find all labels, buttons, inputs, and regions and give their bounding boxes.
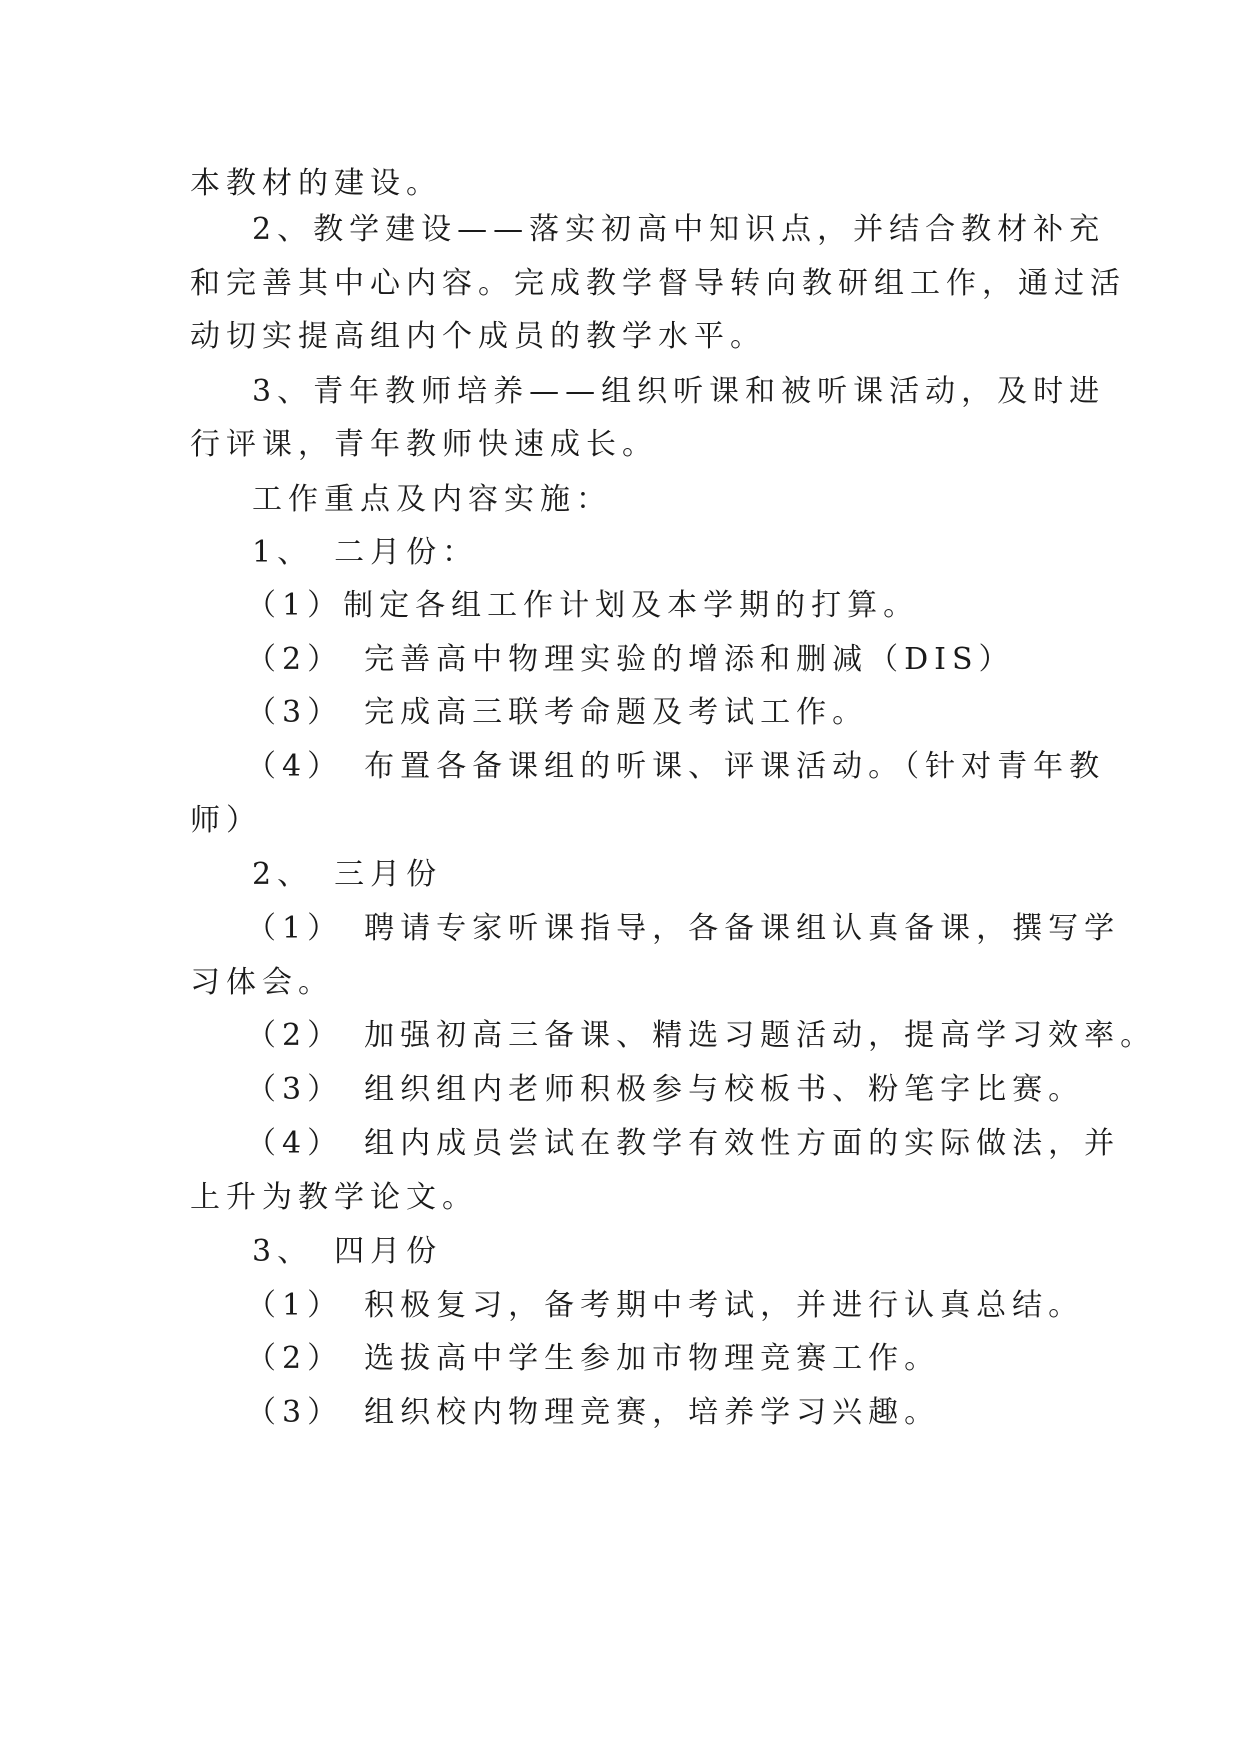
month-heading: 3、 四月份 — [252, 1234, 443, 1269]
list-item: （1） 聘请专家听课指导，各备课组认真备课，撰写学 — [246, 911, 1121, 946]
text-line: 行评课，青年教师快速成长。 — [190, 427, 658, 462]
month-heading: 1、 二月份： — [252, 535, 479, 570]
list-item: （2） 加强初高三备课、精选习题活动，提高学习效率。 — [246, 1018, 1157, 1053]
text-line: 2、教学建设——落实初高中知识点，并结合教材补充 — [252, 212, 1106, 247]
list-item: （2） 完善高中物理实验的增添和删减（DIS） — [246, 642, 1015, 677]
text-line: 上升为教学论文。 — [190, 1180, 478, 1215]
text-line: 习体会。 — [190, 965, 334, 1000]
text-line: 动切实提高组内个成员的教学水平。 — [190, 319, 766, 354]
list-item: （4） 组内成员尝试在教学有效性方面的实际做法，并 — [246, 1126, 1121, 1161]
text-line: 本教材的建设。 — [190, 166, 442, 201]
list-item: （3） 完成高三联考命题及考试工作。 — [246, 695, 869, 730]
list-item: （2） 选拔高中学生参加市物理竞赛工作。 — [246, 1341, 941, 1376]
text-line: 师） — [190, 803, 262, 838]
month-heading: 2、 三月份 — [252, 857, 443, 892]
text-line: 和完善其中心内容。完成教学督导转向教研组工作，通过活 — [190, 266, 1126, 301]
section-heading: 工作重点及内容实施： — [252, 482, 612, 517]
list-item: （4） 布置各备课组的听课、评课活动。（针对青年教 — [246, 749, 1106, 784]
list-item: （3） 组织组内老师积极参与校板书、粉笔字比赛。 — [246, 1072, 1085, 1107]
list-item: （1）制定各组工作计划及本学期的打算。 — [246, 588, 920, 623]
list-item: （1） 积极复习，备考期中考试，并进行认真总结。 — [246, 1288, 1085, 1323]
list-item: （3） 组织校内物理竞赛，培养学习兴趣。 — [246, 1395, 941, 1430]
text-line: 3、青年教师培养——组织听课和被听课活动，及时进 — [252, 374, 1106, 409]
